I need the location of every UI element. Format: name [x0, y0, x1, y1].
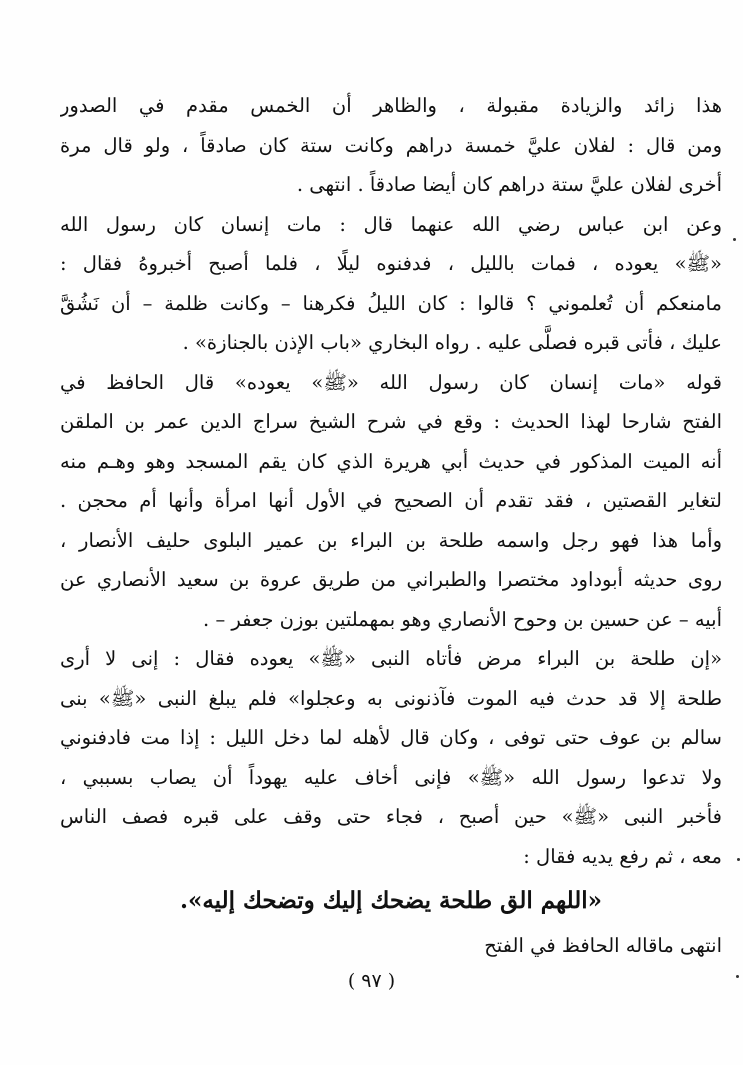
page-body	[60, 86, 722, 966]
text-line-9: الفتح شارحا لهذا الحديث : وقع في شرح الشيخ سراج الدين عمر بن الملقن	[60, 410, 722, 433]
text-line-14: أبيه – عن حسين بن وحوح الأنصاري وهو بمهملتين بوزن جعفر – .	[203, 607, 722, 631]
text-line-5: «ﷺ» يعوده ، فمات بالليل ، فدفنوه ليلًا ، فلما أصبح أخبروهُ فقال :	[60, 252, 722, 275]
text-line-16: طلحة إلا قد حدث فيه الموت فآذنونى به وعجلوا» فلم يبلغ النبى «ﷺ» بنى	[60, 686, 722, 710]
text-line-8: قوله «مات إنسان كان رسول الله «ﷺ» يعوده» قال الحافظ في	[60, 370, 722, 394]
text-line-20: معه ، ثم رفع يديه فقال :	[523, 844, 722, 868]
closing-line: انتهى ماقاله الحافظ في الفتح	[484, 934, 722, 957]
text-line-17: سالم بن عوف حتى توفى ، وكان قال لأهله لما دخل الليل : إذا مت فادفنوني	[60, 726, 722, 749]
text-line-12: وأما هذا فهو رجل واسمه طلحة بن البراء بن عمير البلوى حليف الأنصار ،	[60, 528, 722, 552]
text-line-13: روى حديثه أبوداود مختصرا والطبراني من طريق عروة بن سعيد الأنصاري عن	[60, 568, 722, 591]
text-line-7: عليك ، فأتى قبره فصلَّى عليه . رواه البخاري «باب الإذن بالجنازة» .	[182, 331, 722, 354]
text-line-1: هذا زائد والزيادة مقبولة ، والظاهر أن الخمس مقدم في الصدور	[60, 94, 722, 117]
prayer-line: «اللهم الق طلحة يضحك إليك وتضحك إليه».	[179, 887, 603, 914]
scan-speck	[733, 238, 736, 241]
text-line-3: أخرى لفلان عليَّ ستة دراهم كان أيضا صادقاً . انتهى .	[296, 173, 722, 196]
text-line-18: ولا تدعوا رسول الله «ﷺ» فإنى أخاف عليه يهوداً أن يصاب بسببي ،	[60, 765, 722, 789]
text-line-10: أنه الميت المذكور في حديث أبي هريرة الذي كان يقم المسجد وهو وهـم منه	[60, 449, 722, 473]
text-line-2: ومن قال : لفلان عليَّ خمسة دراهم وكانت ستة كان صادقاً ، ولو قال مرة	[60, 133, 722, 157]
scan-speck	[737, 858, 740, 861]
text-line-19: فأخبر النبى «ﷺ» حين أصبح ، فجاء حتى وقف على قبره فصف الناس	[60, 805, 722, 828]
text-line-15: «إن طلحة بن البراء مرض فأتاه النبى «ﷺ» يعوده فقال : إنى لا أرى	[60, 647, 722, 670]
text-line-4: وعن ابن عباس رضي الله عنهما قال : مات إنسان كان رسول الله	[60, 212, 722, 236]
page-number: ( ٩٧ )	[347, 970, 396, 992]
text-line-11: لتغاير القصتين ، فقد تقدم أن الصحيح في الأول أنها امرأة وأنها أم محجن .	[60, 489, 722, 512]
scan-speck	[736, 975, 739, 978]
text-line-6: مامنعكم أن تُعلموني ؟ قالوا : كان الليلُ فكرهنا – وكانت ظلمة – أن نَشُقَّ	[60, 291, 722, 315]
